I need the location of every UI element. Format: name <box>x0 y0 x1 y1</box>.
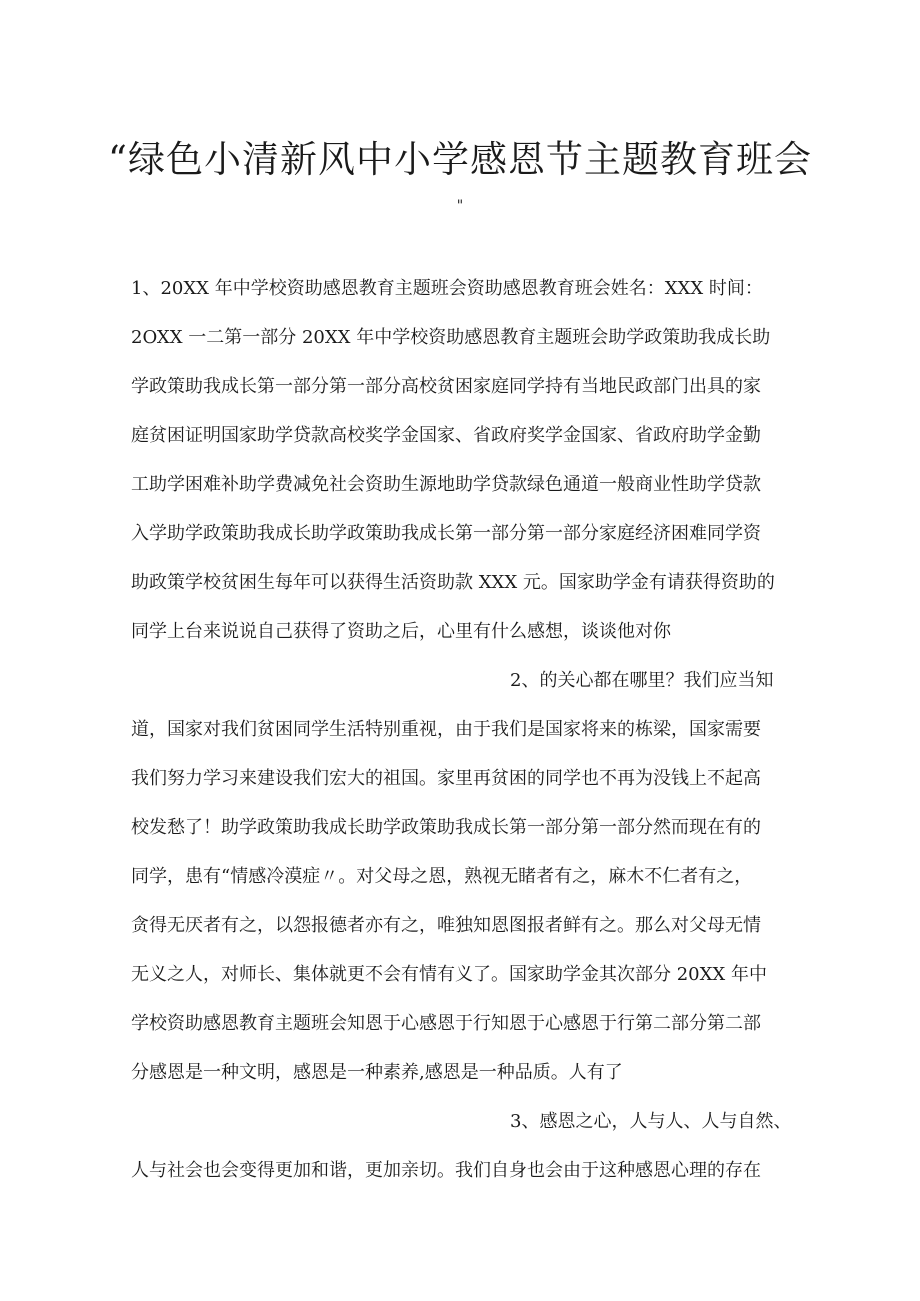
text-line: 2OXX 一二第一部分 20XX 年中学校资助感恩教育主题班会助学政策助我成长助 <box>131 327 771 348</box>
text-line: 学政策助我成长第一部分第一部分高校贫困家庭同学持有当地民政部门出具的家 <box>131 376 761 397</box>
text-line: 入学助学政策助我成长助学政策助我成长第一部分第一部分家庭经济困难同学资 <box>131 523 761 544</box>
text-line: 3、感恩之心，人与人、人与自然、 <box>510 1111 792 1132</box>
text-line: 学校资助感恩教育主题班会知恩于心感恩于行知恩于心感恩于行第二部分第二部 <box>131 1013 761 1034</box>
text-line: 同学上台来说说自己获得了资助之后，心里有什么感想，谈谈他对你 <box>131 621 671 642</box>
text-line: 同学，患有“情感冷漠症〃。对父母之恩，熟视无睹者有之，麻木不仁者有之， <box>131 866 753 887</box>
text-line: 助政策学校贫困生每年可以获得生活资助款 XXX 元。国家助学金有请获得资助的 <box>131 572 775 593</box>
text-line: 我们努力学习来建设我们宏大的祖国。家里再贫困的同学也不再为没钱上不起高 <box>131 768 761 789</box>
text-line: 1、20XX 年中学校资助感恩教育主题班会资助感恩教育班会姓名：XXX 时间： <box>131 278 763 299</box>
text-line: 无义之人，对师长、集体就更不会有情有义了。国家助学金其次部分 20XX 年中 <box>131 964 767 985</box>
text-line: 分感恩是一种文明，感恩是一种素养,感恩是一种品质。人有了 <box>131 1062 623 1083</box>
text-line: 人与社会也会变得更加和谐，更加亲切。我们自身也会由于这种感恩心理的存在 <box>131 1160 761 1181</box>
text-line: 庭贫困证明国家助学贷款高校奖学金国家、省政府奖学金国家、省政府助学金勤 <box>131 425 761 446</box>
text-line: 工助学困难补助学费减免社会资助生源地助学贷款绿色通道一般商业性助学贷款 <box>131 474 761 495</box>
text-line: 贪得无厌者有之，以怨报德者亦有之，唯独知恩图报者鲜有之。那么对父母无情 <box>131 915 761 936</box>
title-closing-quote: " <box>456 198 464 214</box>
text-line: 道，国家对我们贫困同学生活特别重视，由于我们是国家将来的栋梁，国家需要 <box>131 719 761 740</box>
text-line: 2、的关心都在哪里？我们应当知 <box>510 670 774 691</box>
document-title: “绿色小清新风中小学感恩节主题教育班会 <box>108 138 812 181</box>
text-line: 校发愁了！助学政策助我成长助学政策助我成长第一部分第一部分然而现在有的 <box>131 817 761 838</box>
